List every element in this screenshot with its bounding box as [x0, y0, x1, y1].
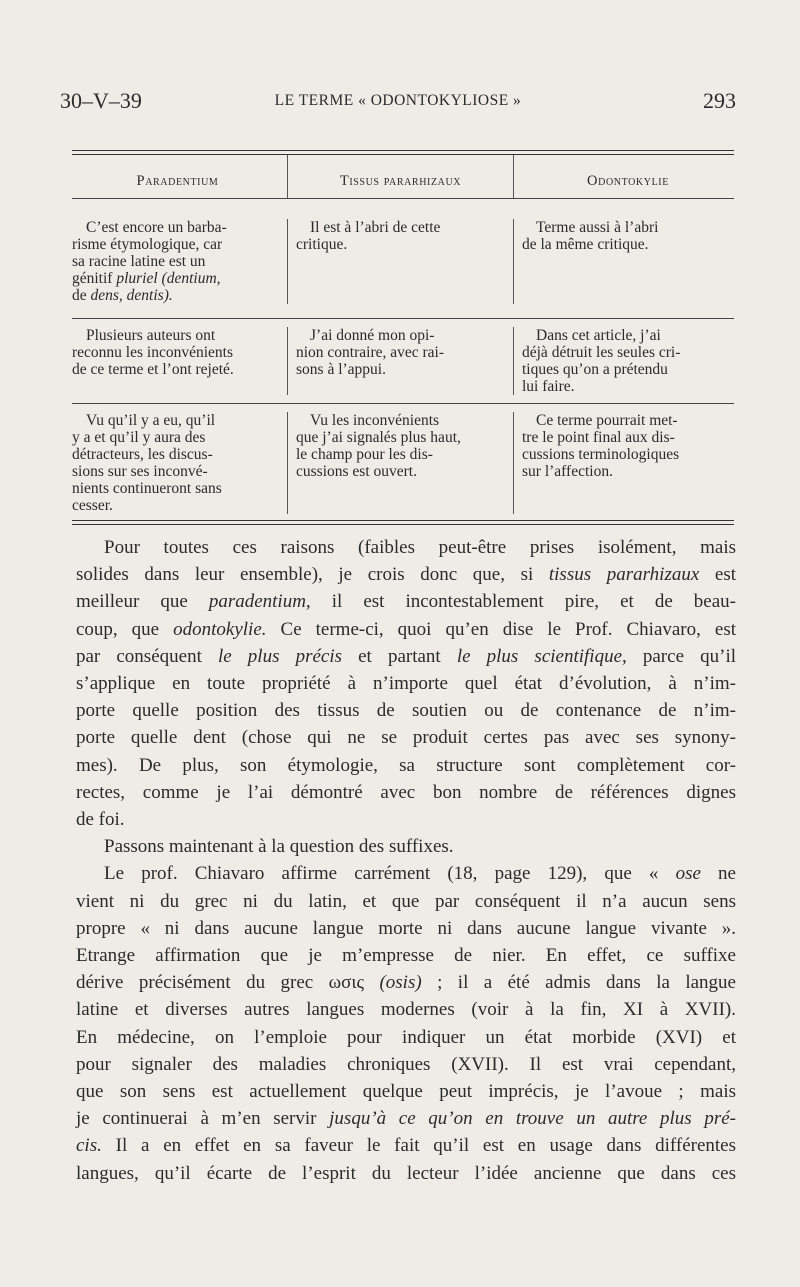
table-cell: Terme aussi à l’abri de la même critique.: [522, 219, 659, 253]
paragraph: Pour toutes ces raisons (faibles peut-être prises isolément, mais solides dans leur ensemble), je crois donc que, si tissus pararhizaux est meilleur que paradentium, il est incontestablement pire, et de beau- coup, que odontokylie. Ce terme-ci, quoi qu’en dise le Prof. Chiavaro, est par conséquent le plus précis et partant le plus scientifique, parce qu’il s’applique en toute propriété à n’importe quel état d’évolution, à n’im- porte quelle position des tissus de soutien ou de contenance de n’im- porte quelle dent (chose qui ne se produit certes pas avec ses synony- mes). De plus, son étymologie, sa structure sont complètement cor- rectes, comme je l’ai démontré avec bon nombre de références dignes de foi.: [76, 537, 736, 831]
table-row: [72, 319, 734, 403]
table-cell: Dans cet article, j’ai déjà détruit les seules cri- tiques qu’on a prétendu lui faire.: [522, 327, 681, 395]
paragraph: Le prof. Chiavaro affirme carrément (18, page 129), que « ose ne vient ni du grec ni du latin, et que par conséquent il n’a aucun sens propre « ni dans aucune langue morte ni dans aucune langue vivante ». Etrange affirmation que je m’empresse de nier. En effet, ce suffixe dérive précisément du grec ωσις (osis) ; il a été admis dans la langue latine et diverses autres langues modernes (voir à la fin, XI à XVII). En médecine, on l’emploie pour indiquer un état morbide (XVI) et pour signaler des maladies chroniques (XVII). Il est vrai cependant, que son sens est actuellement quelque peut imprécis, je l’avoue ; mais je continuerai à m’en servir jusqu’à ce qu’on en trouve un autre plus pré- cis. Il a en effet en sa faveur le fait qu’il est en usage dans différentes langues, qu’il écarte de l’esprit du lecteur l’idée ancienne que dans ces: [76, 863, 736, 1184]
table-cell: Vu qu’il y a eu, qu’il y a et qu’il y aura des détracteurs, les discus- sions sur ses inconvé- nients continueront sans cesser.: [72, 412, 288, 514]
table-bottom-rule: [72, 520, 734, 525]
table-cell: J’ai donné mon opi- nion contraire, avec rai- sons à l’appui.: [288, 327, 514, 395]
page-number: 293: [703, 88, 736, 113]
running-header: [60, 88, 736, 118]
table-row: [72, 404, 734, 520]
column-header-paradentium: Paradentium: [72, 155, 288, 198]
table-cell: C’est encore un barba- risme étymologique, car sa racine latine est un génitif pluriel (dentium, de dens, dentis).: [72, 219, 288, 304]
header-title: LE TERME « ODONTOKYLIOSE »: [274, 92, 522, 109]
table-cell: Il est à l’abri de cette critique.: [288, 219, 514, 304]
table-header-row: [72, 155, 734, 198]
comparison-table: [72, 150, 734, 525]
body-text: [76, 534, 736, 1187]
column-header-odontokylie: Odontokylie: [587, 173, 669, 189]
table-cell: Ce terme pourrait met- tre le point final aux dis- cussions terminologiques sur l’affection.: [522, 412, 680, 480]
table-row: [72, 199, 734, 318]
table-cell: Vu les inconvénients que j’ai signalés plus haut, le champ pour les dis- cussions est ouvert.: [288, 412, 514, 514]
table-cell: Plusieurs auteurs ont reconnu les inconvénients de ce terme et l’ont rejeté.: [72, 327, 288, 395]
paragraph: Passons maintenant à la question des suffixes.: [104, 836, 454, 858]
header-date: 30–V–39: [60, 88, 142, 113]
column-header-tissus-pararhizaux: Tissus pararhizaux: [288, 155, 514, 198]
